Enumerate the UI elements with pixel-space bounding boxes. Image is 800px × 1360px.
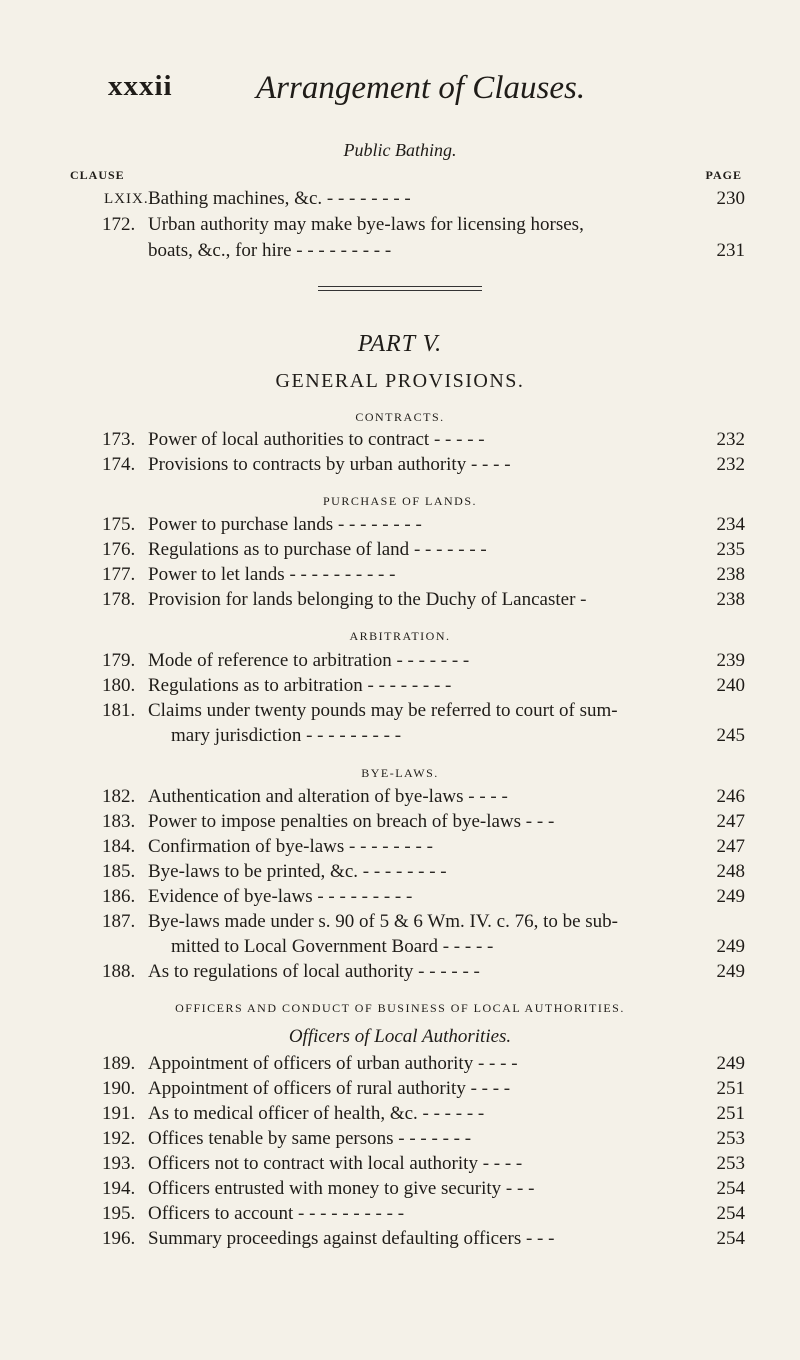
running-title: Arrangement of Clauses.	[256, 70, 586, 106]
clause-title: Confirmation of bye-laws - - - - - - - -	[148, 836, 433, 857]
page-number: 246	[716, 786, 745, 807]
page-column-label: PAGE	[705, 168, 742, 182]
page-number: 240	[716, 675, 745, 696]
page-number: 249	[716, 936, 745, 957]
page-number: 251	[716, 1078, 745, 1099]
page-number: 247	[716, 811, 745, 832]
clause-title: boats, &c., for hire - - - - - - - - -	[148, 240, 392, 261]
section-heading-contracts: CONTRACTS.	[355, 410, 445, 424]
clause-number: 191.	[102, 1103, 136, 1124]
toc-row	[0, 1227, 800, 1251]
clause-number: 175.	[102, 514, 136, 535]
page-number: 238	[716, 564, 745, 585]
page-number: 254	[716, 1203, 745, 1224]
page-number: 249	[716, 961, 745, 982]
page-number: 254	[716, 1178, 745, 1199]
page-number: 239	[716, 650, 745, 671]
clause-number: 196.	[102, 1228, 136, 1249]
page-number: 254	[716, 1228, 745, 1249]
clause-number: 173.	[102, 429, 136, 450]
page-number: 234	[716, 514, 745, 535]
toc-row	[0, 1152, 800, 1176]
section-heading-byelaws: BYE-LAWS.	[361, 766, 439, 780]
clause-number: 190.	[102, 1078, 136, 1099]
clause-title: Mode of reference to arbitration - - - - - - -	[148, 650, 470, 671]
clause-title: As to regulations of local authority - - - - - -	[148, 961, 480, 982]
clause-title: mitted to Local Government Board - - - - -	[171, 936, 494, 957]
page-number: 230	[716, 188, 745, 209]
clause-number: 187.	[102, 911, 136, 932]
clause-number: 188.	[102, 961, 136, 982]
toc-row	[0, 810, 800, 834]
toc-row	[0, 674, 800, 698]
clause-number: 176.	[102, 539, 136, 560]
page-number: 247	[716, 836, 745, 857]
double-rule-top	[318, 286, 482, 287]
page-number: 232	[716, 454, 745, 475]
section-heading-arbitration: ARBITRATION.	[349, 629, 451, 643]
toc-row	[0, 860, 800, 884]
page-number: 238	[716, 589, 745, 610]
clause-title: Summary proceedings against defaulting officers - - -	[148, 1228, 555, 1249]
page-number: 232	[716, 429, 745, 450]
clause-number: 186.	[102, 886, 136, 907]
clause-title: Power to purchase lands - - - - - - - -	[148, 514, 422, 535]
clause-number: 194.	[102, 1178, 136, 1199]
clause-title: Officers not to contract with local authority - - - -	[148, 1153, 523, 1174]
clause-number: 178.	[102, 589, 136, 610]
clause-number: 185.	[102, 861, 136, 882]
toc-row	[0, 1077, 800, 1101]
clause-title: Evidence of bye-laws - - - - - - - - -	[148, 886, 413, 907]
page-number: 245	[716, 725, 745, 746]
clause-number: 193.	[102, 1153, 136, 1174]
toc-row	[0, 588, 800, 612]
page-number: 249	[716, 886, 745, 907]
toc-row	[0, 649, 800, 673]
clause-title: Provision for lands belonging to the Duchy of Lancaster -	[148, 589, 587, 610]
clause-number: 183.	[102, 811, 136, 832]
clause-title: Appointment of officers of urban authority - - - -	[148, 1053, 518, 1074]
part-title: PART V.	[357, 331, 443, 357]
page-number: 253	[716, 1128, 745, 1149]
clause-number: 195.	[102, 1203, 136, 1224]
clause-title: Power to impose penalties on breach of bye-laws - - -	[148, 811, 555, 832]
toc-row	[0, 699, 800, 723]
page-number: 251	[716, 1103, 745, 1124]
double-rule-bottom	[318, 290, 482, 291]
clause-number: 192.	[102, 1128, 136, 1149]
clause-title: Officers to account - - - - - - - - - -	[148, 1203, 405, 1224]
clause-number: 179.	[102, 650, 136, 671]
clause-number: 182.	[102, 786, 136, 807]
toc-row-continuation	[0, 935, 800, 959]
clause-number: 172.	[102, 214, 136, 235]
clause-title: Claims under twenty pounds may be referred to court of sum-	[148, 700, 618, 721]
toc-row-continuation	[0, 724, 800, 748]
toc-row	[0, 513, 800, 537]
clause-title: Power to let lands - - - - - - - - - -	[148, 564, 396, 585]
clause-title: Regulations as to arbitration - - - - - - - -	[148, 675, 452, 696]
clause-title: Officers entrusted with money to give security - - -	[148, 1178, 535, 1199]
clause-title: Power of local authorities to contract - - - - -	[148, 429, 485, 450]
toc-row	[0, 187, 800, 211]
clause-title: mary jurisdiction - - - - - - - - -	[171, 725, 402, 746]
clause-title: Authentication and alteration of bye-laws - - - -	[148, 786, 508, 807]
clause-title: Urban authority may make bye-laws for licensing horses,	[148, 214, 584, 235]
page-number: 248	[716, 861, 745, 882]
toc-row	[0, 835, 800, 859]
clause-number: 180.	[102, 675, 136, 696]
toc-row	[0, 1052, 800, 1076]
section-heading-purchase: PURCHASE OF LANDS.	[322, 494, 478, 508]
page-number: 231	[716, 240, 745, 261]
clause-number: 177.	[102, 564, 136, 585]
running-head	[0, 70, 800, 130]
toc-row	[0, 213, 800, 237]
toc-row	[0, 453, 800, 477]
toc-row	[0, 538, 800, 562]
clause-number: 189.	[102, 1053, 136, 1074]
page-folio: xxxii	[108, 70, 173, 102]
toc-row	[0, 1127, 800, 1151]
toc-row	[0, 1177, 800, 1201]
clause-title: Bye-laws made under s. 90 of 5 & 6 Wm. IV. c. 76, to be sub-	[148, 911, 618, 932]
toc-row	[0, 910, 800, 934]
clause-title: Regulations as to purchase of land - - - - - - -	[148, 539, 487, 560]
toc-row	[0, 1102, 800, 1126]
clause-number: 174.	[102, 454, 136, 475]
clause-number: 181.	[102, 700, 136, 721]
toc-row	[0, 885, 800, 909]
clause-title: As to medical officer of health, &c. - - - - - -	[148, 1103, 485, 1124]
clause-title: Provisions to contracts by urban authority - - - -	[148, 454, 511, 475]
toc-row	[0, 428, 800, 452]
toc-row	[0, 1202, 800, 1226]
page-number: 235	[716, 539, 745, 560]
clause-number: LXIX.	[104, 191, 149, 207]
clause-title: Appointment of officers of rural authority - - - -	[148, 1078, 511, 1099]
clause-title: Bathing machines, &c. - - - - - - - -	[148, 188, 411, 209]
page-number: 249	[716, 1053, 745, 1074]
section-heading-officers: OFFICERS AND CONDUCT OF BUSINESS OF LOCAL AUTHORITIES.	[175, 1001, 625, 1015]
subsection-heading-officers: Officers of Local Authorities.	[288, 1026, 512, 1047]
clause-number: 184.	[102, 836, 136, 857]
clause-title: Offices tenable by same persons - - - - - - -	[148, 1128, 472, 1149]
page-number: 253	[716, 1153, 745, 1174]
toc-row	[0, 960, 800, 984]
part-subtitle: GENERAL PROVISIONS.	[275, 370, 525, 392]
toc-row	[0, 563, 800, 587]
section-title: Public Bathing.	[343, 140, 457, 160]
clause-column-label: CLAUSE	[70, 168, 125, 182]
clause-title: Bye-laws to be printed, &c. - - - - - - - -	[148, 861, 447, 882]
toc-row-continuation	[0, 239, 800, 263]
toc-row	[0, 785, 800, 809]
